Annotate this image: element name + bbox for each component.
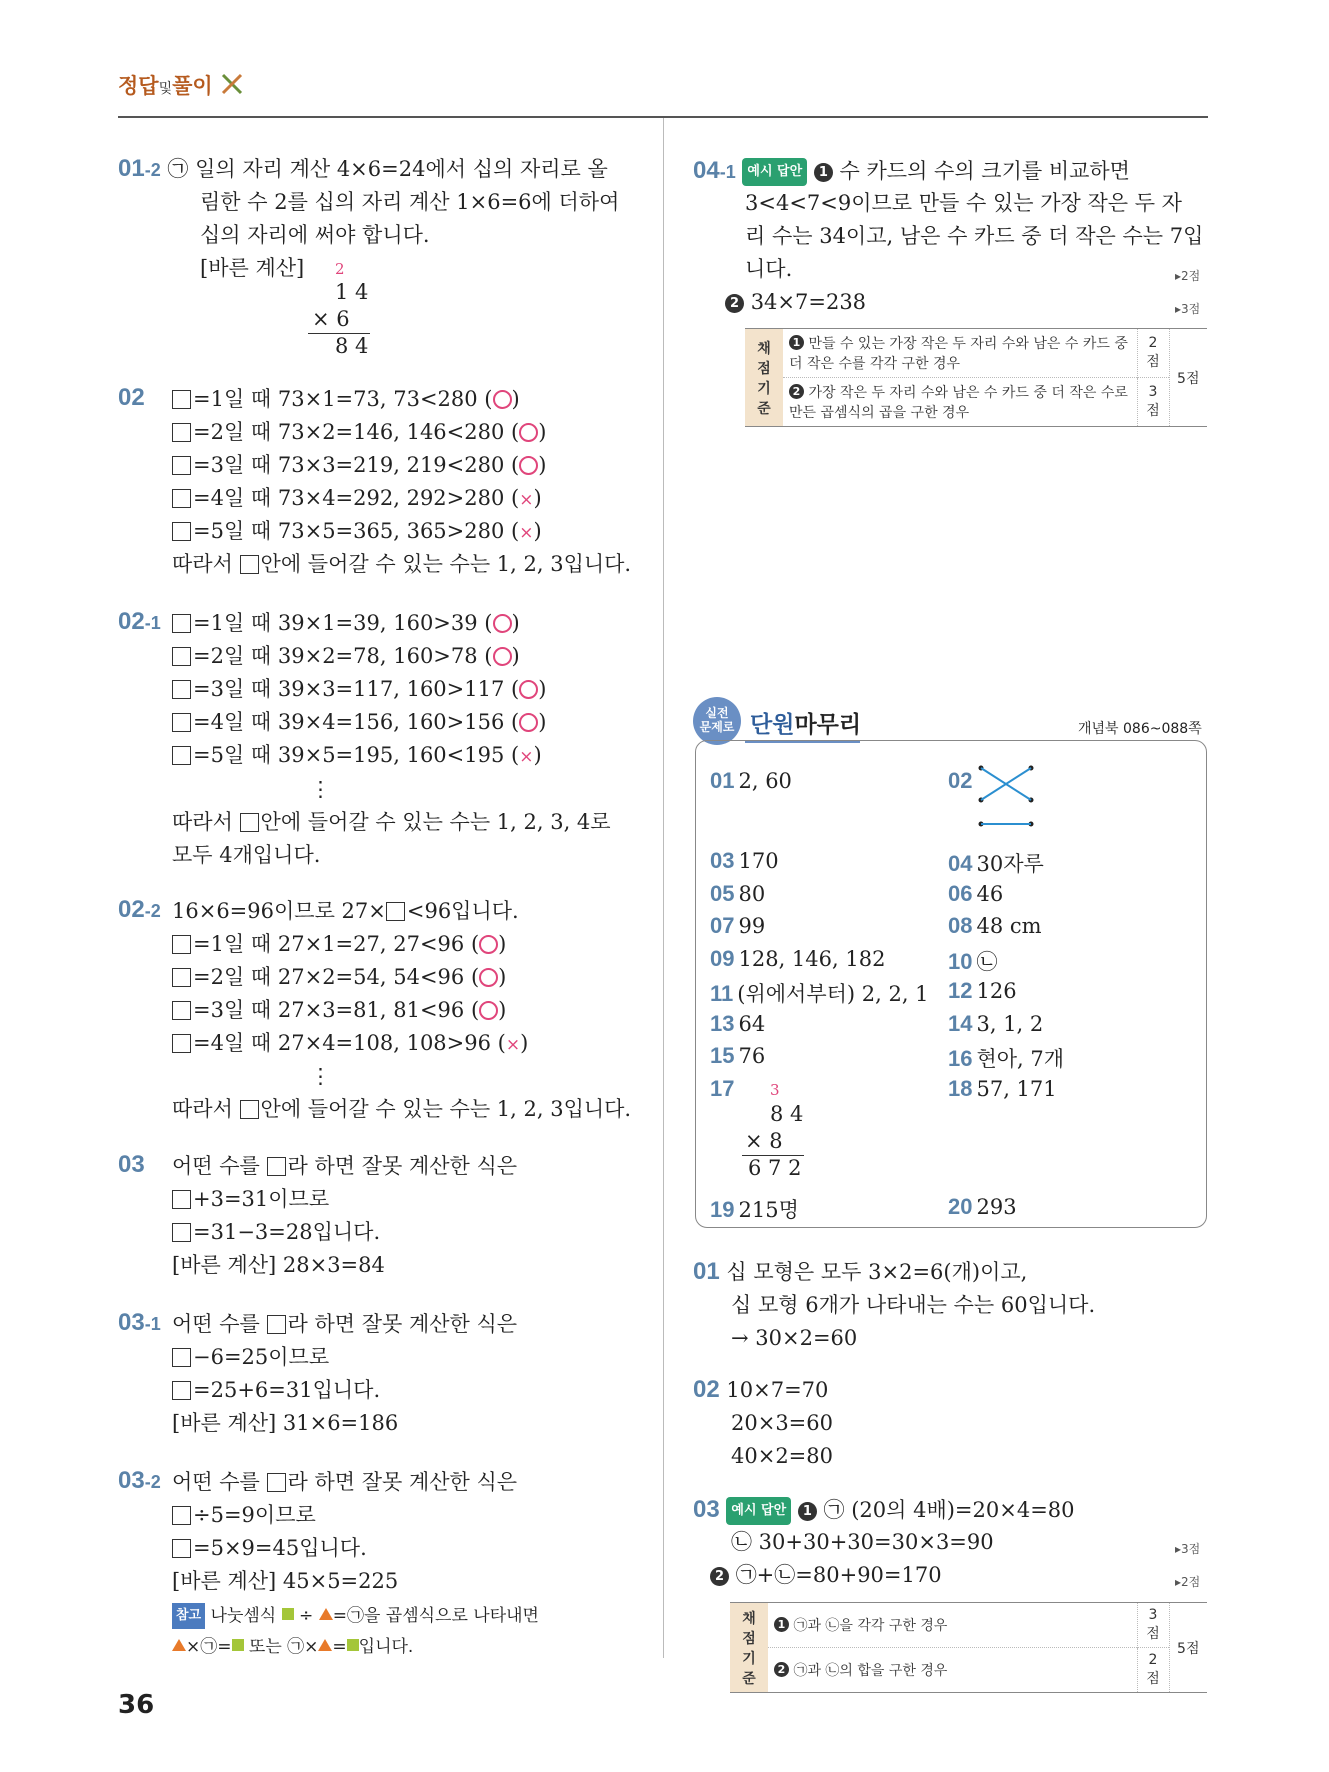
- q02-2-row: =4일 때 27×4=108, 108>96 (×): [172, 1031, 528, 1057]
- blank-box: [172, 713, 191, 732]
- q02-2-row: =2일 때 27×2=54, 54<96 ( ): [172, 965, 506, 989]
- reference-note: 참고 나눗셈식 ÷ =㉠을 곱셈식으로 나타내면: [172, 1603, 539, 1629]
- s01-line2: 십 모형 6개가 나타내는 수는 60입니다.: [731, 1293, 1096, 1317]
- answer-item: 05 80: [710, 881, 766, 906]
- circle-mark-icon: [479, 935, 498, 954]
- q04-1-line3: 리 수는 34이고, 남은 수 카드 중 더 작은 수는 7입: [745, 224, 1204, 248]
- scoring-label: 채점 기준: [745, 329, 783, 427]
- s03-step2: 2 ㉠+㉡=80+90=170: [710, 1563, 942, 1587]
- points-label: ▸2점: [1175, 269, 1201, 283]
- scoring-table: 채점 기준 1 ㉠과 ㉡을 각각 구한 경우 3점 5점 2 ㉠과 ㉡의 합을 구한 경우 2점: [730, 1602, 1207, 1693]
- answer-item: 10 ㉡: [948, 949, 998, 974]
- circle-mark-icon: [493, 647, 512, 666]
- answer-item: 16 현아, 7개: [948, 1046, 1065, 1071]
- q01-2-line3: 십의 자리에 써야 합니다.: [200, 223, 430, 247]
- q02-1-row: =2일 때 39×2=78, 160>78 ( ): [172, 644, 520, 668]
- note-badge: 참고: [172, 1603, 205, 1629]
- blank-box: [172, 1190, 191, 1209]
- q02-row: =3일 때 73×3=219, 219<280 ( ): [172, 453, 546, 477]
- answer-item: 06 46: [948, 881, 1004, 906]
- q02-2-row: =1일 때 27×1=27, 27<96 ( ): [172, 932, 506, 956]
- answer-item: 15 76: [710, 1043, 766, 1068]
- green-square-icon: [232, 1639, 244, 1651]
- blank-box: [172, 968, 191, 987]
- page-number: 36: [118, 1690, 155, 1720]
- example-answer-badge: 예시 답안: [726, 1497, 791, 1525]
- s03-line2: ㉡ 30+30+30=30×3=90: [731, 1530, 994, 1554]
- example-answer-badge: 예시 답안: [742, 158, 807, 186]
- circle-mark-icon: [479, 1001, 498, 1020]
- q03-1: 03-1: [118, 1309, 161, 1336]
- q02-1-conclusion: 따라서 안에 들어갈 수 있는 수는 1, 2, 3, 4로: [172, 810, 611, 834]
- q03-1-line2: −6=25이므로: [172, 1345, 329, 1369]
- orange-triangle-icon: [172, 1639, 186, 1651]
- unit-badge: 실전 문제로: [693, 697, 741, 745]
- orange-triangle-icon: [318, 1639, 332, 1651]
- criterion-2: 가장 작은 두 자리 수와 남은 수 카드 중 더 작은 수로 만든 곱셈식의 곱을 구한 경우: [789, 385, 1128, 421]
- green-square-icon: [282, 1608, 294, 1620]
- q03: 03: [118, 1151, 145, 1178]
- q03-2-line1: 어떤 수를 라 하면 잘못 계산한 식은: [172, 1470, 518, 1494]
- answer-item: 02: [948, 768, 973, 793]
- q01-2-label: [바른 계산]: [200, 256, 305, 280]
- circle-mark-icon: [519, 680, 538, 699]
- q02-1-row: =5일 때 39×5=195, 160<195 (×): [172, 743, 542, 769]
- q04-1-step2: 2 34×7=238: [725, 290, 866, 314]
- calc-row3: 8 4: [335, 334, 369, 358]
- unit-reference: 개념북 086~088쪽: [1078, 721, 1202, 737]
- circle-mark-icon: [479, 968, 498, 987]
- q02-2-conclusion: 따라서 안에 들어갈 수 있는 수는 1, 2, 3입니다.: [172, 1097, 632, 1121]
- answer-item: 08 48 cm: [948, 913, 1042, 938]
- s03: 03 예시 답안 1 ㉠ (20의 4배)=20×4=80: [693, 1496, 1075, 1523]
- answer-item: 18 57, 171: [948, 1076, 1057, 1101]
- circle-mark-icon: [519, 423, 538, 442]
- points-label: ▸3점: [1175, 1542, 1201, 1556]
- q02-2-line1: 16×6=96이므로 27× <96입니다.: [172, 899, 519, 923]
- criterion-1: 만들 수 있는 가장 작은 두 자리 수와 남은 수 카드 중 더 작은 수를 각각 구한 경우: [789, 336, 1128, 372]
- ellipsis-dots: ⋮: [310, 777, 331, 801]
- blank-box: [240, 813, 259, 832]
- q03-line4: [바른 계산] 28×3=84: [172, 1253, 385, 1277]
- q02-1-conclusion-line2: 모두 4개입니다.: [172, 843, 321, 867]
- calc-row2: × 8: [745, 1129, 783, 1153]
- q04-1-line2: 3<4<7<9이므로 만들 수 있는 가장 작은 두 자: [745, 191, 1182, 215]
- s01: 01 십 모형은 모두 3×2=6(개)이고,: [693, 1258, 1028, 1285]
- blank-box: [172, 423, 191, 442]
- blank-box: [172, 1001, 191, 1020]
- q01-2-line1: ㉠ 일의 자리 계산 4×6=24에서 십의 자리로 올: [167, 157, 608, 181]
- q02-1-row: =4일 때 39×4=156, 160>156 ( ): [172, 710, 546, 734]
- answer-item: 17: [710, 1076, 735, 1101]
- q02-row: =1일 때 73×1=73, 73<280 ( ): [172, 387, 520, 411]
- green-square-icon: [347, 1639, 359, 1651]
- answer-item: 19 215명: [710, 1197, 799, 1222]
- s02-line2: 20×3=60: [731, 1411, 833, 1435]
- q04-1-line4: 니다.: [745, 257, 793, 281]
- cross-mark-icon: ×: [505, 1035, 521, 1055]
- answer-item: 01 2, 60: [710, 768, 792, 793]
- q02-1-row: =3일 때 39×3=117, 160>117 ( ): [172, 677, 546, 701]
- q02-conclusion: 따라서 안에 들어갈 수 있는 수는 1, 2, 3입니다.: [172, 552, 632, 576]
- points-label: ▸3점: [1175, 302, 1201, 316]
- q03-line1: 어떤 수를 라 하면 잘못 계산한 식은: [172, 1154, 518, 1178]
- q03-1-line1: 어떤 수를 라 하면 잘못 계산한 식은: [172, 1312, 518, 1336]
- pencil-cross-icon: [220, 72, 244, 96]
- answer-item: 14 3, 1, 2: [948, 1011, 1044, 1036]
- calc-row3: 6 7 2: [748, 1156, 802, 1180]
- answer-item: 07 99: [710, 913, 766, 938]
- blank-box: [172, 489, 191, 508]
- blank-box: [267, 1473, 286, 1492]
- s01-line3: → 30×2=60: [731, 1326, 858, 1350]
- blank-box: [267, 1157, 286, 1176]
- blank-box: [172, 1506, 191, 1525]
- scoring-table: 채점 기준 1 만들 수 있는 가장 작은 두 자리 수와 남은 수 카드 중 더 작은 수를 각각 구한 경우 2점 5점 2 가장 작은 두 자리 수와 남은 수 카드 중 더 작은 수로 만든 곱셈식의 곱을 구한 경우 3점: [745, 328, 1207, 427]
- answer-item: 04 30자루: [948, 851, 1044, 876]
- q03-line2: +3=31이므로: [172, 1187, 329, 1211]
- q03-line3: =31−3=28입니다.: [172, 1220, 380, 1244]
- step-number: 1: [814, 163, 833, 182]
- blank-box: [172, 456, 191, 475]
- s02: 02 10×7=70: [693, 1376, 829, 1403]
- answer-item: 13 64: [710, 1011, 766, 1036]
- blank-box: [172, 522, 191, 541]
- blank-box: [386, 902, 405, 921]
- circle-mark-icon: [519, 456, 538, 475]
- blank-box: [172, 390, 191, 409]
- q03-1-line4: [바른 계산] 31×6=186: [172, 1411, 399, 1435]
- calc-row2: × 6: [312, 307, 350, 331]
- circle-mark-icon: [493, 390, 512, 409]
- cross-mark-icon: ×: [519, 747, 534, 767]
- blank-box: [172, 746, 191, 765]
- q02-1-row: =1일 때 39×1=39, 160>39 ( ): [172, 611, 520, 635]
- answer-item: 03 170: [710, 848, 779, 873]
- blank-box: [172, 614, 191, 633]
- q04-1: 04-1 예시 답안 1 수 카드의 수의 크기를 비교하면: [693, 157, 1130, 184]
- cross-mark-icon: ×: [519, 490, 534, 510]
- calc-row1: 1 4: [335, 280, 369, 304]
- q01-2: [118, 157, 608, 182]
- q03-2: 03-2: [118, 1467, 161, 1494]
- blank-box: [172, 1348, 191, 1367]
- q02-row: =2일 때 73×2=146, 146<280 ( ): [172, 420, 546, 444]
- ellipsis-dots: ⋮: [310, 1064, 331, 1088]
- circle-mark-icon: [519, 713, 538, 732]
- points-label: ▸2점: [1175, 1575, 1201, 1589]
- q02-row: =4일 때 73×4=292, 292>280 (×): [172, 486, 542, 512]
- page-header-title: 정답및풀이: [118, 74, 213, 98]
- q02-2-row: =3일 때 27×3=81, 81<96 ( ): [172, 998, 506, 1022]
- q03-2-line4: [바른 계산] 45×5=225: [172, 1569, 399, 1593]
- blank-box: [172, 1381, 191, 1400]
- carry-digit: 3: [770, 1081, 780, 1099]
- q01-2-line2: 림한 수 2를 십의 자리 계산 1×6=6에 더하여: [200, 190, 620, 214]
- reference-note-line2: ×㉠= 또는 ㉠× = 입니다.: [172, 1635, 413, 1659]
- calc-row1: 8 4: [770, 1102, 804, 1126]
- circle-mark-icon: [493, 614, 512, 633]
- orange-triangle-icon: [319, 1608, 333, 1620]
- q02-2-number: 02-2: [118, 896, 161, 923]
- column-divider: [663, 118, 664, 1658]
- question-number: 01-2: [118, 155, 161, 182]
- blank-box: [240, 1100, 259, 1119]
- cross-mark-icon: ×: [519, 523, 534, 543]
- blank-box: [267, 1315, 286, 1334]
- answer-item: 09 128, 146, 182: [710, 946, 886, 971]
- q02-number: 02: [118, 384, 145, 411]
- blank-box: [172, 647, 191, 666]
- matching-diagram: [976, 762, 1036, 828]
- q02-1-number: 02-1: [118, 608, 161, 635]
- s02-line3: 40×2=80: [731, 1444, 833, 1468]
- unit-title: 단원마무리: [750, 712, 862, 738]
- answer-item: 11 (위에서부터) 2, 2, 1: [710, 981, 929, 1006]
- answer-item: 12 126: [948, 978, 1017, 1003]
- blank-box: [240, 555, 259, 574]
- blank-box: [172, 680, 191, 699]
- blank-box: [172, 935, 191, 954]
- blank-box: [172, 1539, 191, 1558]
- blank-box: [172, 1223, 191, 1242]
- q02-row: =5일 때 73×5=365, 365>280 (×): [172, 519, 542, 545]
- q03-2-line3: =5×9=45입니다.: [172, 1536, 367, 1560]
- q03-2-line2: ÷5=9이므로: [172, 1503, 316, 1527]
- answer-item: 20 293: [948, 1194, 1017, 1219]
- carry-digit: 2: [335, 260, 345, 278]
- q03-1-line3: =25+6=31입니다.: [172, 1378, 380, 1402]
- blank-box: [172, 1034, 191, 1053]
